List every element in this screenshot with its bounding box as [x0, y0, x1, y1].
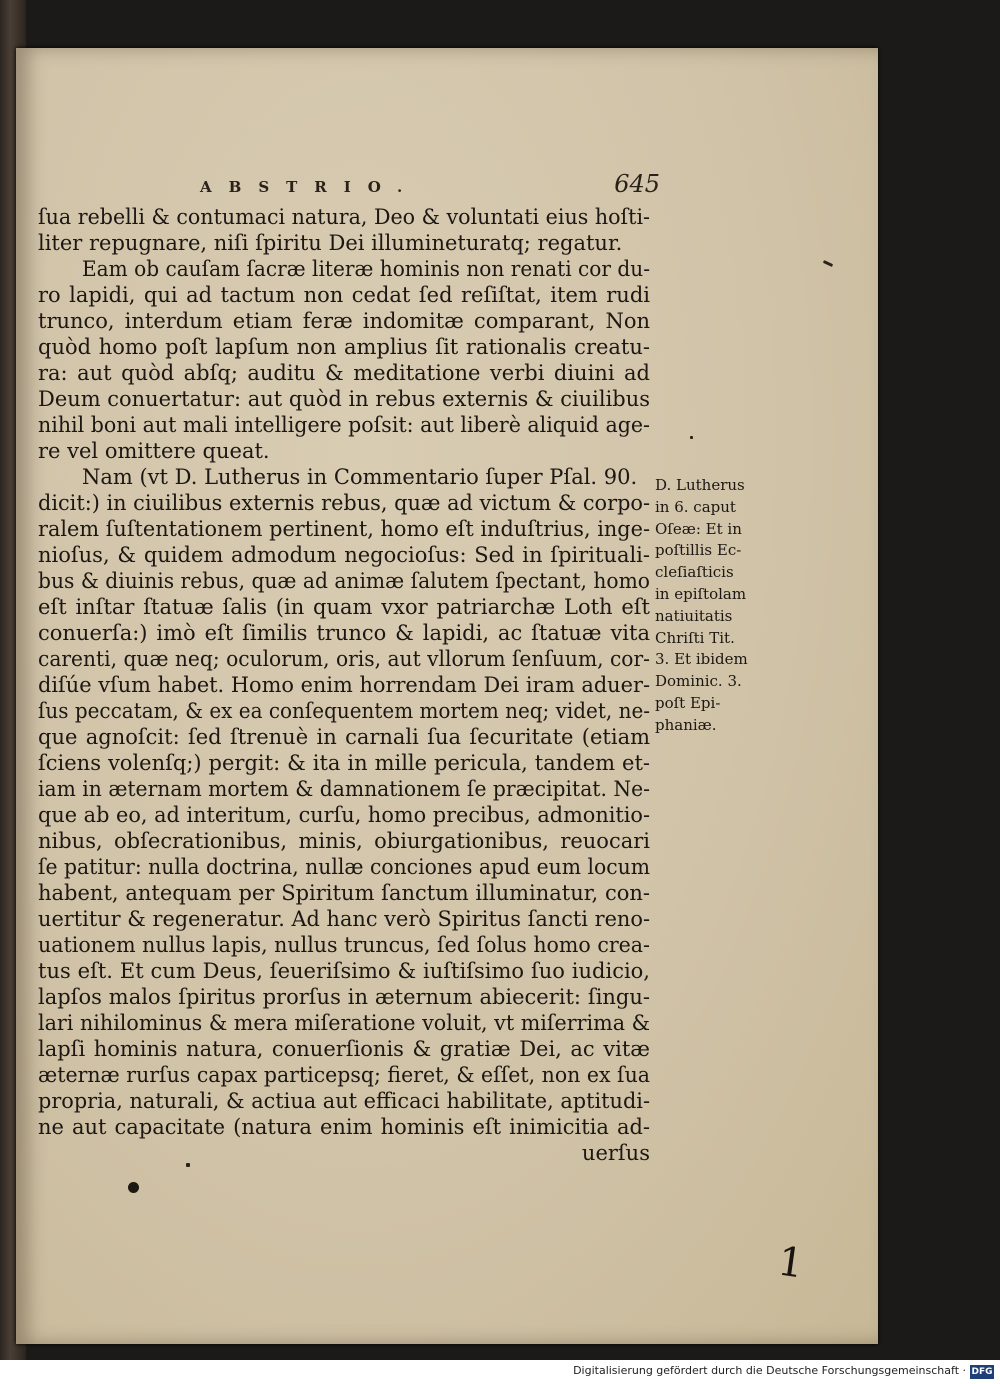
text-line: æternæ rurſus capax particepsq; fieret, & eſſet, non ex ſua	[38, 1063, 650, 1087]
page-number: 645	[614, 170, 660, 198]
ink-dot	[128, 1182, 139, 1193]
marginal-note-line: D. Lutherus	[655, 476, 745, 494]
text-line: bus & diuinis rebus, quæ ad animæ ſalutem ſpectant, homo	[38, 569, 650, 593]
marginal-note-line: in 6. caput	[655, 497, 736, 516]
text-line: ro lapidi, qui ad tactum non cedat ſed reſiſtat, item rudi	[38, 283, 650, 307]
marginal-note-line: poſtillis Ec-	[655, 541, 742, 560]
marginal-note-line: poſt Epi-	[655, 693, 721, 712]
credit-text: Digitalisierung gefördert durch die Deutsche Forschungsgemeinschaft ·	[573, 1364, 966, 1377]
text-line: Eam ob cauſam ſacræ literæ hominis non renati cor du-	[82, 257, 650, 281]
text-line: ſua rebelli & contumaci natura, Deo & voluntati eius hoſti-	[38, 205, 650, 229]
text-line: que agnoſcit: ſed ſtrenuè in carnali ſua ſecuritate (etiam	[38, 725, 650, 749]
running-title: ABSTRIO.	[200, 178, 420, 196]
text-line: nibus, obſecrationibus, minis, obiurgationibus, reuocari	[38, 829, 650, 853]
text-line: lapſos malos ſpiritus prorſus in æternum abiecerit: ſingu-	[38, 985, 650, 1009]
marginal-note-line: 3. Et ibidem	[655, 650, 748, 669]
dfg-logo[interactable]: DFG	[971, 1367, 993, 1377]
text-line: que ab eo, ad interitum, curſu, homo precibus, admonitio-	[38, 803, 650, 827]
text-line: ralem ſuſtentationem pertinent, homo eſt induſtrius, inge-	[38, 517, 650, 541]
text-line: conuerſa:) imò eſt ſimilis trunco & lapidi, ac ſtatuæ vita	[38, 621, 650, 645]
text-line: dicit:) in ciuilibus externis rebus, quæ ad victum & corpo-	[38, 491, 650, 515]
text-line: re vel omittere queat.	[38, 439, 270, 463]
text-line: carenti, quæ neq; oculorum, oris, aut vllorum ſenſuum, cor-	[38, 647, 650, 671]
text-line: iam in æternam mortem & damnationem ſe præcipitat. Ne-	[38, 777, 650, 801]
text-line: ſus peccatam, & ex ea conſequentem mortem neq; videt, ne-	[38, 699, 650, 723]
text-line: nihil boni aut mali intelligere poſsit: aut liberè aliquid age-	[38, 413, 650, 437]
text-line: quòd homo poſt lapſum non amplius ſit rationalis creatu-	[38, 335, 650, 359]
text-line: propria, naturali, & actiua aut efficaci habilitate, aptitudi-	[38, 1089, 650, 1113]
marginal-note-line: phaniæ.	[655, 715, 717, 734]
marginal-note	[655, 475, 767, 737]
text-line: nioſus, & quidem admodum negocioſus: Sed in ſpirituali-	[38, 543, 650, 567]
text-line: lari nihilominus & mera miſeratione voluit, vt miſerrima &	[38, 1011, 650, 1035]
handwritten-mark: 1	[774, 1238, 807, 1288]
main-text	[38, 204, 650, 1166]
text-line: liter repugnare, niſi ſpiritu Dei illumineturatq; regatur.	[38, 231, 623, 255]
footer-bar	[0, 1360, 1000, 1384]
text-line: tus eſt. Et cum Deus, ſeueriſsimo & iuſtiſsimo ſuo iudicio,	[38, 959, 650, 983]
text-line: ne aut capacitate (natura enim hominis eſt inimicitia ad-	[38, 1115, 650, 1139]
text-line: trunco, interdum etiam feræ indomitæ comparant, Non	[38, 309, 650, 333]
marginal-note-line: Dominic. 3.	[655, 672, 742, 691]
text-line: Nam (vt D. Lutherus in Commentario ſuper Pſal. 90.	[82, 465, 638, 489]
ink-speck	[186, 1163, 190, 1167]
text-line: uationem nullus lapis, nullus truncus, ſed ſolus homo crea-	[38, 933, 650, 957]
marginal-note-line: Oſeæ: Et in	[655, 519, 742, 538]
text-line: Deum conuertatur: aut quòd in rebus externis & ciuilibus	[38, 387, 650, 411]
text-line: habent, antequam per Spiritum ſanctum illuminatur, con-	[38, 881, 650, 905]
marginal-note-line: natiuitatis	[655, 606, 733, 625]
ink-speck	[690, 436, 693, 439]
text-line: ra: aut quòd abſq; auditu & meditatione verbi diuini ad	[38, 361, 650, 385]
text-line: ſe patitur: nulla doctrina, nullæ conciones apud eum locum	[38, 855, 650, 879]
marginal-note-line: in epiſtolam	[655, 584, 747, 603]
text-line: diſúe vſum habet. Homo enim horrendam Dei iram aduer-	[38, 673, 650, 697]
page-header	[200, 172, 660, 202]
text-line: ſciens volenſq;) pergit: & ita in mille pericula, tandem et-	[38, 751, 650, 775]
marginal-note-line: Chriſti Tit.	[655, 628, 735, 647]
text-line: lapſi hominis natura, conuerſionis & gratiæ Dei, ac vitæ	[38, 1037, 650, 1061]
marginal-note-line: cleſiaſticis	[655, 563, 734, 582]
catchword: uerſus	[581, 1141, 650, 1165]
text-line: eſt inſtar ſtatuæ ſalis (in quam vxor patriarchæ Loth eſt	[38, 595, 650, 619]
text-line: uertitur & regeneratur. Ad hanc verò Spiritus ſancti reno-	[38, 907, 650, 931]
